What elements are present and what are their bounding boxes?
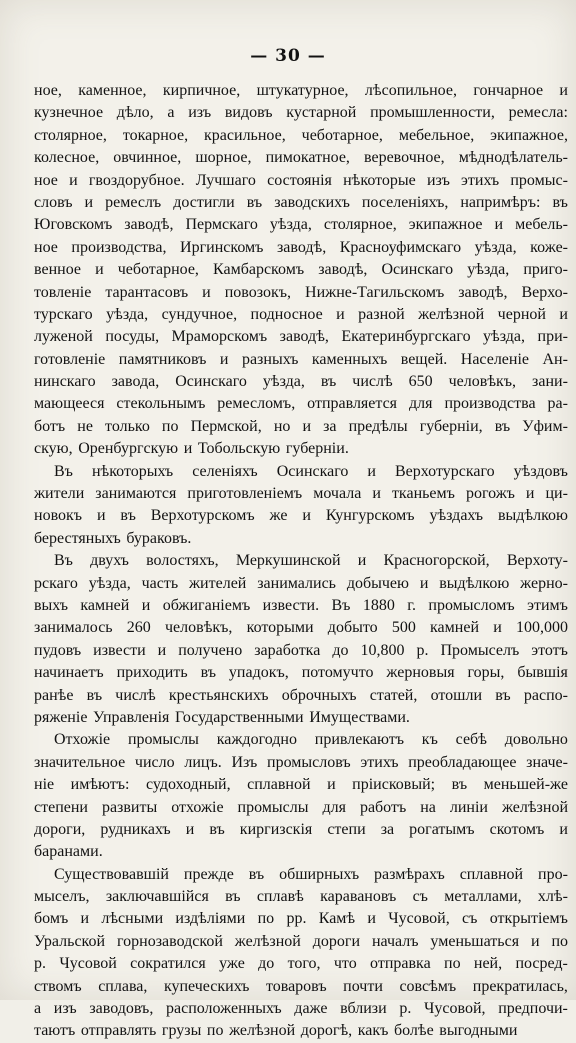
text-line: р. Чусовой сократился уже до того, что отправка по ней, посред- — [34, 955, 568, 973]
body-text — [34, 80, 568, 1043]
text-line: ное и гвоздорубное. Лучшаго состоянія нѣкоторые изъ этихъ промыс- — [34, 171, 568, 189]
text-line: Юговскомъ заводѣ, Пермскаго уѣзда, столярное, экипажное и мебель- — [34, 216, 568, 234]
paragraph — [34, 80, 568, 461]
text-line: ное производства, Иргинскомъ заводѣ, Красноуфимскаго уѣзда, коже- — [34, 238, 568, 256]
text-line: словъ и ремеслъ достигли въ заводскихъ поселеніяхъ, напримѣръ: въ — [34, 193, 568, 211]
text-line: значительное число лицъ. Изъ промысловъ этихъ преобладающее значе- — [34, 753, 568, 771]
text-line: берестяныхъ бураковъ. — [34, 529, 192, 547]
text-line: начинаетъ приходить въ упадокъ, потомучто жерновыя горы, бывшія — [34, 664, 568, 682]
text-line: скую, Оренбургскую и Тобольскую губерніи. — [34, 440, 349, 458]
text-line: нинскаго завода, Осинскаго уѣзда, въ числѣ 650 человѣкъ, зани- — [34, 373, 568, 391]
text-line: Отхожіе промыслы каждогодно привлекаютъ къ себѣ довольно — [54, 731, 568, 749]
text-line: столярное, токарное, красильное, чеботарное, мебельное, экипажное, — [34, 126, 568, 144]
text-line: ранѣе въ числѣ крестьянскихъ оброчныхъ статей, отошли въ распо- — [34, 686, 568, 704]
text-line: ное, каменное, кирпичное, штукатурное, лѣсопильное, гончарное и — [34, 82, 568, 99]
text-line: жители занимаются приготовленіемъ мочала и тканьемъ рогожъ и ци- — [34, 485, 568, 503]
paragraph — [34, 550, 568, 729]
text-line: степени развиты отхожіе промыслы для работъ на линіи желѣзной — [34, 798, 568, 816]
paragraph — [34, 864, 568, 1043]
text-line: венное и чеботарное, Камбарскомъ заводѣ, Осинскаго уѣзда, приго- — [34, 261, 568, 279]
text-line: луженой посуды, Мраморскомъ заводѣ, Екатеринбургскаго уѣзда, при- — [34, 328, 568, 346]
text-line: Существовавшій прежде въ обширныхъ размѣрахъ сплавной про- — [54, 865, 568, 883]
text-line: готовленіе памятниковъ и разныхъ каменныхъ вещей. Населеніе Ан- — [34, 350, 568, 368]
text-line: ніе имѣютъ: судоходный, сплавной и пріисковый; въ меньшей-же — [34, 776, 568, 794]
text-line: Въ двухъ волостяхъ, Меркушинской и Красногорской, Верхоту- — [54, 552, 568, 570]
text-line: а изъ заводовъ, расположенныхъ даже вблизи р. Чусовой, предпочи- — [34, 1000, 568, 1018]
text-line: товленіе тарантасовъ и повозокъ, Нижне-Тагильскомъ заводѣ, Верхо- — [34, 283, 568, 301]
text-line: ботъ не только по Пермской, но и за предѣлы губерніи, въ Уфим- — [34, 417, 568, 435]
text-line: мающееся стекольнымъ ремесломъ, отправляется для производства ра- — [34, 395, 568, 413]
text-line: мыселъ, заключавшійся въ сплавѣ каравановъ съ металлами, хлѣ- — [34, 888, 568, 906]
paragraph — [34, 729, 568, 863]
text-line: Уральской горнозаводской желѣзной дороги началъ уменьшаться и по — [34, 932, 568, 950]
text-line: дороги, рудникахъ и въ киргизскія степи за рогатымъ скотомъ и — [34, 820, 568, 838]
text-line: ствомъ сплава, купеческихъ товаровъ почти совсѣмъ прекратилась, — [34, 977, 568, 995]
text-line: бомъ и лѣсными издѣліями по рр. Камѣ и Чусовой, съ открытіемъ — [34, 910, 568, 928]
text-line: рскаго уѣзда, часть жителей занимались добычею и выдѣлкою жерно- — [34, 574, 568, 592]
text-line: кузнечное дѣло, а изъ видовъ кустарной промышленности, ремесла: — [34, 104, 568, 122]
text-line: ряженіе Управленія Государственными Имуществами. — [34, 708, 410, 726]
text-line: занималось 260 человѣкъ, которыми добыто 500 камней и 100,000 — [34, 619, 568, 637]
text-line: новокъ и въ Верхотурскомъ же и Кунгурскомъ уѣздахъ выдѣлкою — [34, 507, 568, 525]
text-line: колесное, овчинное, шорное, пимокатное, веревочное, мѣднодѣлатель- — [34, 149, 568, 167]
text-line: выхъ камней и обжиганіемъ извести. Въ 1880 г. промысломъ этимъ — [34, 596, 568, 614]
text-line: таютъ отправлять грузы по желѣзной дорогѣ, какъ болѣе выгодными — [34, 1022, 518, 1040]
text-line: турскаго уѣзда, сундучное, подносное и разной желѣзной черной и — [34, 305, 568, 323]
text-line: Въ нѣкоторыхъ селеніяхъ Осинскаго и Верхотурскаго уѣздовъ — [54, 462, 568, 480]
text-line: баранами. — [34, 843, 103, 861]
page-number: — 30 — — [250, 46, 326, 66]
paragraph — [34, 461, 568, 551]
text-line: пудовъ извести и получено заработка до 10,800 р. Промыселъ этотъ — [34, 641, 568, 659]
